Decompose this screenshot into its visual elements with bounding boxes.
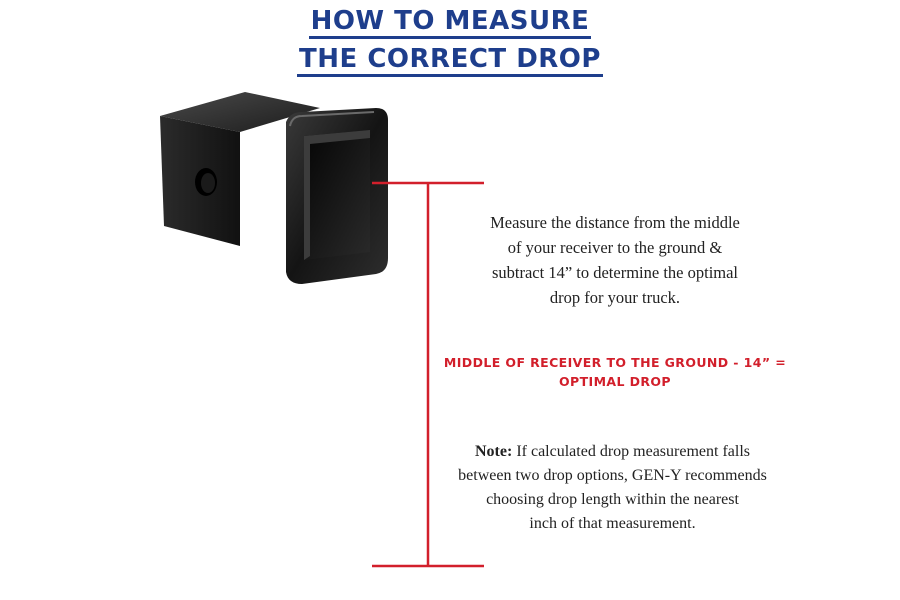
note-line-1-text: If calculated drop measurement falls bbox=[512, 443, 750, 460]
formula-line-2: OPTIMAL DROP bbox=[559, 374, 671, 389]
title-line-1: HOW TO MEASURE bbox=[309, 6, 592, 39]
title-line-2: THE CORRECT DROP bbox=[297, 44, 603, 77]
note-line-2: between two drop options, GEN-Y recommends bbox=[458, 467, 767, 484]
formula-line-1: MIDDLE OF RECEIVER TO THE GROUND - 14” = bbox=[443, 355, 787, 370]
instructions-line-2: of your receiver to the ground & bbox=[507, 238, 723, 257]
note-label: Note: bbox=[475, 443, 513, 460]
hitch-receiver-image bbox=[150, 86, 400, 296]
instructions-line-3: subtract 14” to determine the optimal bbox=[491, 263, 739, 282]
note-text bbox=[430, 440, 795, 536]
note-line-1 bbox=[430, 440, 795, 464]
instructions-text bbox=[450, 210, 780, 310]
drop-formula bbox=[440, 353, 790, 391]
instructions-line-1: Measure the distance from the middle bbox=[490, 213, 740, 232]
note-line-4: inch of that measurement. bbox=[529, 515, 696, 532]
note-line-3: choosing drop length within the nearest bbox=[486, 491, 739, 508]
page-title bbox=[0, 4, 900, 80]
instructions-line-4: drop for your truck. bbox=[549, 288, 681, 307]
